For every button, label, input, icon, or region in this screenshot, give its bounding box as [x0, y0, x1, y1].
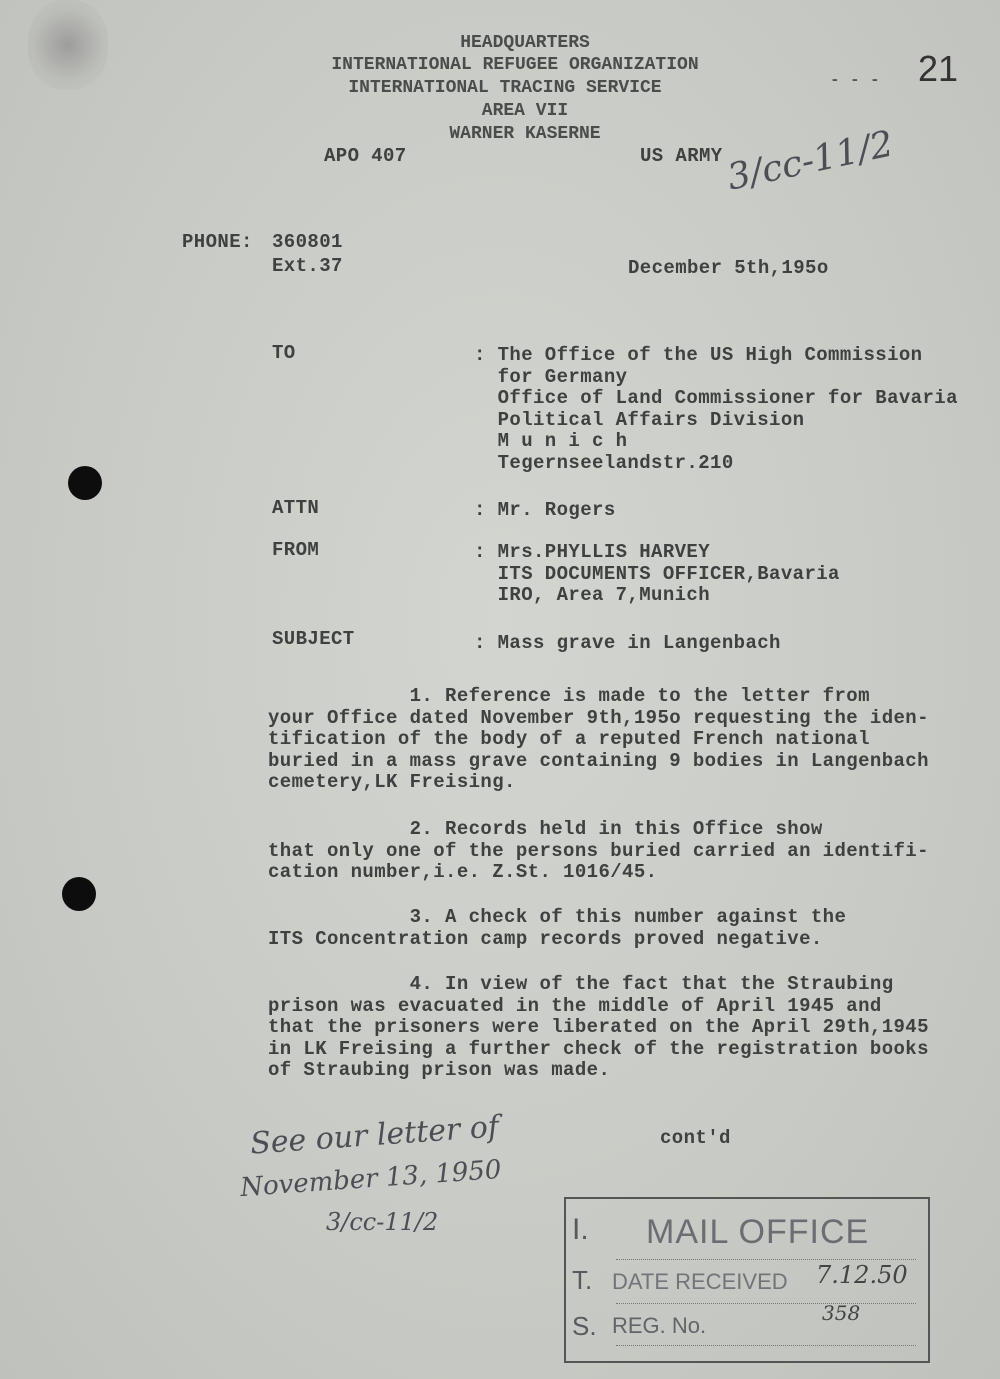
header-line-1: HEADQUARTERS — [460, 33, 590, 53]
body-line: cation number,i.e. Z.St. 1016/45. — [268, 861, 658, 883]
from-label: FROM — [272, 539, 320, 561]
stamp-rule — [616, 1259, 916, 1260]
stamp-letter-i: I. — [572, 1213, 589, 1246]
body-line: that the prisoners were liberated on the April 29th,1945 — [268, 1016, 929, 1038]
mail-office-stamp — [564, 1197, 930, 1363]
header-line-2: INTERNATIONAL REFUGEE ORGANIZATION — [331, 55, 699, 75]
paragraph-1 — [268, 686, 929, 794]
stamp-rule — [616, 1345, 916, 1346]
body-line: 4. In view of the fact that the Straubing — [268, 973, 894, 995]
paragraph-4 — [268, 974, 929, 1082]
to-line: for Germany — [474, 365, 628, 388]
body-line: ITS Concentration camp records proved negative. — [268, 927, 823, 950]
body-line: prison was evacuated in the middle of April 1945 and — [268, 994, 882, 1017]
handwritten-file-ref: 3/cc-11/2 — [723, 123, 897, 199]
body-line: your Office dated November 9th,195o requesting the iden- — [268, 706, 929, 729]
stamp-letter-s: S. — [572, 1311, 597, 1341]
to-line: Political Affairs Division — [474, 408, 805, 431]
body-line: 2. Records held in this Office show — [268, 818, 823, 840]
stamp-reg-value: 358 — [822, 1301, 861, 1325]
from-address — [474, 542, 840, 607]
stamp-date-received: DATE RECEIVED — [612, 1269, 788, 1294]
attn-value: : Mr. Rogers — [474, 499, 616, 521]
header-line-4: AREA VII — [481, 101, 569, 121]
paragraph-2 — [268, 819, 929, 884]
header-line-3: INTERNATIONAL TRACING SERVICE — [348, 78, 662, 98]
us-army: US ARMY — [640, 145, 723, 167]
body-line: in LK Freising a further check of the registration books — [268, 1037, 929, 1060]
phone-label: PHONE: — [182, 231, 253, 253]
page-mark-dashes: - - - — [830, 71, 881, 89]
phone-number: 360801 — [272, 231, 343, 253]
to-line: Tegernseelandstr.210 — [474, 451, 734, 474]
subject-label: SUBJECT — [272, 628, 355, 650]
punch-hole — [62, 877, 96, 911]
body-line: that only one of the persons buried carried an identifi- — [268, 839, 929, 862]
letter-date: December 5th,195o — [628, 257, 829, 279]
attn-label: ATTN — [272, 497, 320, 519]
body-line: buried in a mass grave containing 9 bodies in Langenbach — [268, 749, 929, 772]
page-number: 21 — [918, 48, 959, 89]
handwritten-note-line-1: See our letter of — [249, 1109, 501, 1162]
paragraph-3 — [268, 907, 846, 950]
header-line-5: WARNER KASERNE — [449, 124, 601, 144]
stamp-letter-t: T. — [572, 1265, 593, 1295]
body-line: 1. Reference is made to the letter from — [268, 685, 870, 707]
from-line: IRO, Area 7,Munich — [474, 584, 711, 606]
handwritten-note-line-3: 3/cc-11/2 — [326, 1208, 439, 1236]
phone-extension: Ext.37 — [272, 255, 343, 277]
to-line: Office of Land Commissioner for Bavaria — [474, 387, 958, 409]
stamp-mail-office: MAIL OFFICE — [646, 1213, 870, 1251]
body-line: of Straubing prison was made. — [268, 1059, 611, 1081]
stamp-reg-no: REG. No. — [612, 1313, 707, 1338]
apo-number: APO 407 — [324, 145, 407, 167]
to-label: TO — [272, 342, 296, 364]
punch-hole — [68, 466, 102, 500]
stamp-date-value: 7.12.50 — [816, 1261, 908, 1289]
to-address — [474, 345, 958, 474]
body-line: 3. A check of this number against the — [268, 906, 847, 928]
body-line: tification of the body of a reputed French national — [268, 728, 870, 750]
corner-smudge — [28, 0, 108, 90]
to-line: : The Office of the US High Commission — [474, 344, 923, 366]
to-line: M u n i c h — [474, 430, 628, 452]
body-line: cemetery,LK Freising. — [268, 771, 516, 793]
from-line: ITS DOCUMENTS OFFICER,Bavaria — [474, 562, 840, 585]
subject-value: : Mass grave in Langenbach — [474, 632, 781, 654]
from-line: : Mrs.PHYLLIS HARVEY — [474, 541, 711, 563]
continued-mark: cont'd — [660, 1127, 731, 1149]
stamp-rule — [616, 1303, 916, 1304]
handwritten-note-line-2: November 13, 1950 — [239, 1154, 503, 1204]
